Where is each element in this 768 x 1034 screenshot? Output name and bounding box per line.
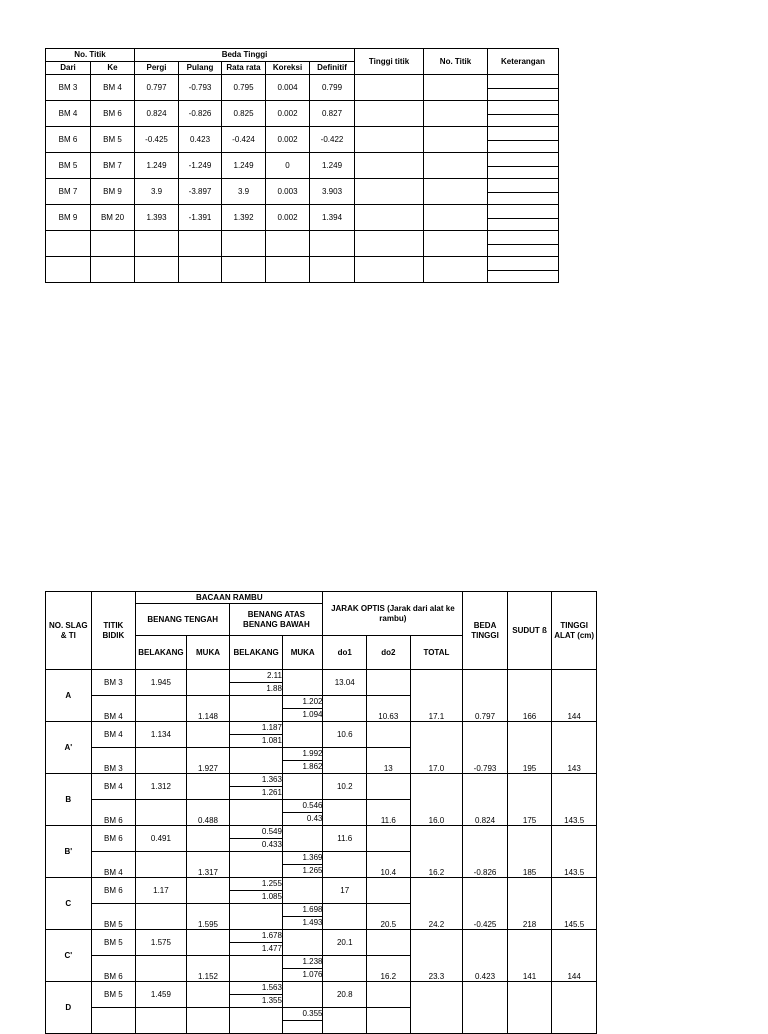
benang-atas-muka: 0.355 bbox=[282, 1008, 323, 1021]
benang-bawah-belakang: 1.085 bbox=[230, 891, 283, 904]
tinggi-alat: 145.5 bbox=[552, 878, 597, 930]
empty-cell bbox=[424, 101, 488, 127]
header-keterangan: Keterangan bbox=[488, 49, 559, 75]
table-cell: -1.249 bbox=[179, 153, 222, 179]
header-koreksi: Koreksi bbox=[266, 62, 310, 75]
benang-tengah-muka: 1.927 bbox=[186, 748, 230, 774]
table-row bbox=[46, 153, 559, 167]
benang-tengah-muka: 1.317 bbox=[186, 852, 230, 878]
empty-cell bbox=[355, 101, 424, 127]
empty-cell bbox=[179, 231, 222, 257]
sudut: 175 bbox=[507, 774, 552, 826]
slag-name: A bbox=[46, 670, 92, 722]
empty-cell bbox=[367, 930, 411, 956]
empty-cell bbox=[323, 748, 367, 774]
benang-atas-belakang: 1.678 bbox=[230, 930, 283, 943]
empty-cell bbox=[136, 852, 187, 878]
header-sudut: SUDUT ß bbox=[507, 592, 552, 670]
empty-cell bbox=[230, 904, 283, 930]
table-cell: 1.249 bbox=[222, 153, 266, 179]
header-belakang: BELAKANG bbox=[136, 636, 187, 670]
header-pulang: Pulang bbox=[179, 62, 222, 75]
jarak-total bbox=[410, 982, 463, 1034]
beda-tinggi: -0.826 bbox=[463, 826, 508, 878]
jarak-do1: 11.6 bbox=[323, 826, 367, 852]
titik-bidik-1: BM 5 bbox=[91, 982, 136, 1008]
empty-cell bbox=[136, 904, 187, 930]
sudut bbox=[507, 982, 552, 1034]
empty-cell bbox=[310, 257, 355, 283]
benang-atas-muka: 1.992 bbox=[282, 748, 323, 761]
jarak-total: 23.3 bbox=[410, 930, 463, 982]
header-pergi: Pergi bbox=[135, 62, 179, 75]
table-cell: 3.9 bbox=[222, 179, 266, 205]
benang-bawah-belakang: 0.433 bbox=[230, 839, 283, 852]
header-belakang-2: BELAKANG bbox=[230, 636, 283, 670]
titik-bidik-1: BM 6 bbox=[91, 826, 136, 852]
table-cell: 3.9 bbox=[135, 179, 179, 205]
benang-bawah-muka: 1.493 bbox=[282, 917, 323, 930]
slag-name: B bbox=[46, 774, 92, 826]
table-row bbox=[46, 982, 597, 995]
benang-tengah-belakang: 1.459 bbox=[136, 982, 187, 1008]
empty-cell bbox=[367, 826, 411, 852]
empty-cell bbox=[488, 141, 559, 153]
empty-cell bbox=[186, 722, 230, 748]
table-cell: 1.249 bbox=[310, 153, 355, 179]
empty-cell bbox=[222, 231, 266, 257]
empty-cell bbox=[323, 852, 367, 878]
benang-bawah-belakang: 1.88 bbox=[230, 683, 283, 696]
jarak-total: 17.1 bbox=[410, 670, 463, 722]
empty-cell bbox=[488, 179, 559, 193]
benang-bawah-muka: 1.076 bbox=[282, 969, 323, 982]
benang-bawah-belakang: 1.355 bbox=[230, 995, 283, 1008]
empty-cell bbox=[488, 205, 559, 219]
benang-tengah-belakang: 1.134 bbox=[136, 722, 187, 748]
benang-bawah-belakang: 1.081 bbox=[230, 735, 283, 748]
empty-cell bbox=[282, 982, 323, 1008]
table-row bbox=[46, 930, 597, 943]
tinggi-alat: 143 bbox=[552, 722, 597, 774]
titik-bidik-2 bbox=[91, 1008, 136, 1034]
jarak-do2: 13 bbox=[367, 748, 411, 774]
empty-cell bbox=[186, 774, 230, 800]
jarak-do1: 10.6 bbox=[323, 722, 367, 748]
table-cell: -0.826 bbox=[179, 101, 222, 127]
empty-cell bbox=[46, 231, 91, 257]
sudut: 195 bbox=[507, 722, 552, 774]
empty-cell bbox=[230, 1008, 283, 1034]
table-cell: BM 20 bbox=[91, 205, 135, 231]
header-muka-2: MUKA bbox=[282, 636, 323, 670]
jarak-do1: 20.1 bbox=[323, 930, 367, 956]
jarak-do2: 11.6 bbox=[367, 800, 411, 826]
empty-cell bbox=[266, 231, 310, 257]
empty-cell bbox=[282, 774, 323, 800]
table-row bbox=[46, 257, 559, 271]
titik-bidik-1: BM 6 bbox=[91, 878, 136, 904]
beda-tinggi: 0.824 bbox=[463, 774, 508, 826]
empty-cell bbox=[355, 153, 424, 179]
table-cell: 0.002 bbox=[266, 205, 310, 231]
jarak-do2: 10.4 bbox=[367, 852, 411, 878]
beda-tinggi-table bbox=[45, 48, 559, 283]
empty-cell bbox=[488, 89, 559, 101]
beda-tinggi: 0.797 bbox=[463, 670, 508, 722]
empty-cell bbox=[230, 956, 283, 982]
empty-cell bbox=[282, 722, 323, 748]
tinggi-alat bbox=[552, 982, 597, 1034]
empty-cell bbox=[230, 696, 283, 722]
empty-cell bbox=[136, 696, 187, 722]
empty-cell bbox=[355, 205, 424, 231]
empty-cell bbox=[91, 231, 135, 257]
sudut: 218 bbox=[507, 878, 552, 930]
empty-cell bbox=[323, 1008, 367, 1034]
table-row bbox=[46, 878, 597, 891]
empty-cell bbox=[186, 930, 230, 956]
table-row bbox=[46, 231, 559, 245]
empty-cell bbox=[488, 231, 559, 245]
table-cell: 0.799 bbox=[310, 75, 355, 101]
table-cell: 1.392 bbox=[222, 205, 266, 231]
empty-cell bbox=[355, 179, 424, 205]
empty-cell bbox=[424, 205, 488, 231]
header-benang-tengah: BENANG TENGAH bbox=[136, 604, 230, 636]
empty-cell bbox=[488, 271, 559, 283]
empty-cell bbox=[488, 245, 559, 257]
table-row bbox=[46, 75, 559, 89]
table-cell: 0.004 bbox=[266, 75, 310, 101]
empty-cell bbox=[230, 800, 283, 826]
titik-bidik-1: BM 5 bbox=[91, 930, 136, 956]
titik-bidik-1: BM 4 bbox=[91, 722, 136, 748]
table-row bbox=[46, 101, 559, 115]
benang-bawah-muka: 0.43 bbox=[282, 813, 323, 826]
tinggi-alat: 143.5 bbox=[552, 774, 597, 826]
table-cell: BM 9 bbox=[91, 179, 135, 205]
empty-cell bbox=[488, 101, 559, 115]
titik-bidik-2: BM 4 bbox=[91, 696, 136, 722]
table-cell: 0.002 bbox=[266, 101, 310, 127]
table-cell: BM 4 bbox=[91, 75, 135, 101]
benang-tengah-belakang: 1.17 bbox=[136, 878, 187, 904]
empty-cell bbox=[367, 774, 411, 800]
empty-cell bbox=[488, 167, 559, 179]
jarak-total: 17.0 bbox=[410, 722, 463, 774]
table-cell: BM 5 bbox=[46, 153, 91, 179]
table-cell: 0.797 bbox=[135, 75, 179, 101]
header-no-slag: NO. SLAG & TI bbox=[46, 592, 92, 670]
beda-tinggi: -0.425 bbox=[463, 878, 508, 930]
sudut: 166 bbox=[507, 670, 552, 722]
empty-cell bbox=[91, 257, 135, 283]
header-no-titik-2: No. Titik bbox=[424, 49, 488, 75]
empty-cell bbox=[355, 231, 424, 257]
header-bacaan-rambu: BACAAN RAMBU bbox=[136, 592, 323, 604]
table-row bbox=[46, 179, 559, 193]
empty-cell bbox=[186, 982, 230, 1008]
header-benang-atas-bawah: BENANG ATAS BENANG BAWAH bbox=[230, 604, 323, 636]
table-cell: BM 6 bbox=[91, 101, 135, 127]
table-cell: BM 5 bbox=[91, 127, 135, 153]
jarak-do2: 20.5 bbox=[367, 904, 411, 930]
benang-tengah-muka: 1.152 bbox=[186, 956, 230, 982]
empty-cell bbox=[282, 930, 323, 956]
jarak-do1: 20.8 bbox=[323, 982, 367, 1008]
jarak-total: 24.2 bbox=[410, 878, 463, 930]
jarak-do1: 10.2 bbox=[323, 774, 367, 800]
table-cell: -0.422 bbox=[310, 127, 355, 153]
empty-cell bbox=[488, 153, 559, 167]
empty-cell bbox=[310, 231, 355, 257]
table-row bbox=[46, 826, 597, 839]
table-cell: -3.897 bbox=[179, 179, 222, 205]
beda-tinggi bbox=[463, 982, 508, 1034]
header-dari: Dari bbox=[46, 62, 91, 75]
table-row bbox=[46, 774, 597, 787]
slag-name: C bbox=[46, 878, 92, 930]
table-cell: 0.002 bbox=[266, 127, 310, 153]
empty-cell bbox=[135, 257, 179, 283]
table-cell: -0.425 bbox=[135, 127, 179, 153]
titik-bidik-2: BM 6 bbox=[91, 956, 136, 982]
sudut: 141 bbox=[507, 930, 552, 982]
empty-cell bbox=[367, 722, 411, 748]
empty-cell bbox=[282, 878, 323, 904]
slag-name: C' bbox=[46, 930, 92, 982]
empty-cell bbox=[266, 257, 310, 283]
benang-tengah-muka: 1.595 bbox=[186, 904, 230, 930]
header-tinggi-titik: Tinggi titik bbox=[355, 49, 424, 75]
benang-tengah-belakang: 1.575 bbox=[136, 930, 187, 956]
jarak-do2 bbox=[367, 1008, 411, 1034]
table-cell: BM 9 bbox=[46, 205, 91, 231]
tinggi-alat: 143.5 bbox=[552, 826, 597, 878]
table-cell: BM 7 bbox=[91, 153, 135, 179]
table-cell: BM 4 bbox=[46, 101, 91, 127]
benang-tengah-belakang: 1.945 bbox=[136, 670, 187, 696]
empty-cell bbox=[186, 826, 230, 852]
table-cell: 3.903 bbox=[310, 179, 355, 205]
empty-cell bbox=[230, 852, 283, 878]
empty-cell bbox=[323, 800, 367, 826]
benang-atas-muka: 1.369 bbox=[282, 852, 323, 865]
benang-atas-muka: 0.546 bbox=[282, 800, 323, 813]
empty-cell bbox=[488, 257, 559, 271]
table-cell: 1.393 bbox=[135, 205, 179, 231]
empty-cell bbox=[179, 257, 222, 283]
empty-cell bbox=[488, 75, 559, 89]
table-row bbox=[46, 205, 559, 219]
empty-cell bbox=[424, 231, 488, 257]
titik-bidik-2: BM 6 bbox=[91, 800, 136, 826]
empty-cell bbox=[424, 75, 488, 101]
bacaan-rambu-table bbox=[45, 591, 597, 1034]
table-cell: 0.824 bbox=[135, 101, 179, 127]
benang-tengah-belakang: 0.491 bbox=[136, 826, 187, 852]
slag-name: D bbox=[46, 982, 92, 1034]
table-row bbox=[46, 127, 559, 141]
sudut: 185 bbox=[507, 826, 552, 878]
empty-cell bbox=[424, 153, 488, 179]
benang-atas-muka: 1.698 bbox=[282, 904, 323, 917]
benang-atas-belakang: 2.11 bbox=[230, 670, 283, 683]
empty-cell bbox=[323, 904, 367, 930]
benang-bawah-muka: 1.265 bbox=[282, 865, 323, 878]
benang-bawah-muka: 1.862 bbox=[282, 761, 323, 774]
tinggi-alat: 144 bbox=[552, 670, 597, 722]
benang-bawah-muka: 1.094 bbox=[282, 709, 323, 722]
empty-cell bbox=[488, 115, 559, 127]
empty-cell bbox=[488, 219, 559, 231]
table-row bbox=[46, 670, 597, 683]
table-cell: BM 6 bbox=[46, 127, 91, 153]
benang-atas-belakang: 0.549 bbox=[230, 826, 283, 839]
titik-bidik-2: BM 4 bbox=[91, 852, 136, 878]
table-cell: 0 bbox=[266, 153, 310, 179]
benang-atas-muka: 1.202 bbox=[282, 696, 323, 709]
jarak-do1: 13.04 bbox=[323, 670, 367, 696]
header-titik-bidik: TITIK BIDIK bbox=[91, 592, 136, 670]
titik-bidik-1: BM 4 bbox=[91, 774, 136, 800]
table-cell: 0.825 bbox=[222, 101, 266, 127]
header-beda-tinggi: BEDA TINGGI bbox=[463, 592, 508, 670]
header-ke: Ke bbox=[91, 62, 135, 75]
table-cell: 1.394 bbox=[310, 205, 355, 231]
table-cell: -0.793 bbox=[179, 75, 222, 101]
beda-tinggi: -0.793 bbox=[463, 722, 508, 774]
empty-cell bbox=[230, 748, 283, 774]
titik-bidik-2: BM 5 bbox=[91, 904, 136, 930]
benang-bawah-belakang: 1.261 bbox=[230, 787, 283, 800]
empty-cell bbox=[367, 982, 411, 1008]
empty-cell bbox=[424, 257, 488, 283]
empty-cell bbox=[488, 193, 559, 205]
empty-cell bbox=[186, 878, 230, 904]
header-do2: do2 bbox=[367, 636, 411, 670]
empty-cell bbox=[282, 826, 323, 852]
jarak-total: 16.2 bbox=[410, 826, 463, 878]
empty-cell bbox=[136, 748, 187, 774]
jarak-total: 16.0 bbox=[410, 774, 463, 826]
benang-atas-belakang: 1.255 bbox=[230, 878, 283, 891]
header-beda-tinggi: Beda Tinggi bbox=[135, 49, 355, 62]
empty-cell bbox=[488, 127, 559, 141]
benang-atas-belakang: 1.187 bbox=[230, 722, 283, 735]
header-total: TOTAL bbox=[410, 636, 463, 670]
empty-cell bbox=[46, 257, 91, 283]
slag-name: B' bbox=[46, 826, 92, 878]
table-row bbox=[46, 722, 597, 735]
table-cell: BM 3 bbox=[46, 75, 91, 101]
table-cell: -0.424 bbox=[222, 127, 266, 153]
empty-cell bbox=[222, 257, 266, 283]
header-jarak-optis: JARAK OPTIS (Jarak dari alat ke rambu) bbox=[323, 592, 463, 636]
header-do1: do1 bbox=[323, 636, 367, 670]
header-definitif: Definitif bbox=[310, 62, 355, 75]
table-cell: 0.795 bbox=[222, 75, 266, 101]
empty-cell bbox=[323, 696, 367, 722]
table-cell: 0.423 bbox=[179, 127, 222, 153]
table-cell: 1.249 bbox=[135, 153, 179, 179]
header-rata-rata: Rata rata bbox=[222, 62, 266, 75]
benang-tengah-muka bbox=[186, 1008, 230, 1034]
header-muka: MUKA bbox=[186, 636, 230, 670]
empty-cell bbox=[424, 179, 488, 205]
jarak-do2: 10.63 bbox=[367, 696, 411, 722]
benang-atas-muka: 1.238 bbox=[282, 956, 323, 969]
benang-tengah-muka: 1.148 bbox=[186, 696, 230, 722]
empty-cell bbox=[323, 956, 367, 982]
benang-bawah-belakang: 1.477 bbox=[230, 943, 283, 956]
beda-tinggi: 0.423 bbox=[463, 930, 508, 982]
table-cell: -1.391 bbox=[179, 205, 222, 231]
benang-atas-belakang: 1.363 bbox=[230, 774, 283, 787]
table-cell: BM 7 bbox=[46, 179, 91, 205]
empty-cell bbox=[136, 956, 187, 982]
benang-tengah-muka: 0.488 bbox=[186, 800, 230, 826]
empty-cell bbox=[367, 670, 411, 696]
header-no-titik: No. Titik bbox=[46, 49, 135, 62]
header-tinggi-alat: TINGGI ALAT (cm) bbox=[552, 592, 597, 670]
empty-cell bbox=[367, 878, 411, 904]
table-cell: 0.003 bbox=[266, 179, 310, 205]
slag-name: A' bbox=[46, 722, 92, 774]
benang-atas-belakang: 1.563 bbox=[230, 982, 283, 995]
tinggi-alat: 144 bbox=[552, 930, 597, 982]
table-cell: 0.827 bbox=[310, 101, 355, 127]
empty-cell bbox=[355, 75, 424, 101]
empty-cell bbox=[355, 257, 424, 283]
titik-bidik-1: BM 3 bbox=[91, 670, 136, 696]
titik-bidik-2: BM 3 bbox=[91, 748, 136, 774]
empty-cell bbox=[136, 1008, 187, 1034]
benang-tengah-belakang: 1.312 bbox=[136, 774, 187, 800]
jarak-do2: 16.2 bbox=[367, 956, 411, 982]
empty-cell bbox=[186, 670, 230, 696]
benang-bawah-muka bbox=[282, 1021, 323, 1034]
empty-cell bbox=[135, 231, 179, 257]
jarak-do1: 17 bbox=[323, 878, 367, 904]
empty-cell bbox=[424, 127, 488, 153]
empty-cell bbox=[355, 127, 424, 153]
empty-cell bbox=[136, 800, 187, 826]
empty-cell bbox=[282, 670, 323, 696]
